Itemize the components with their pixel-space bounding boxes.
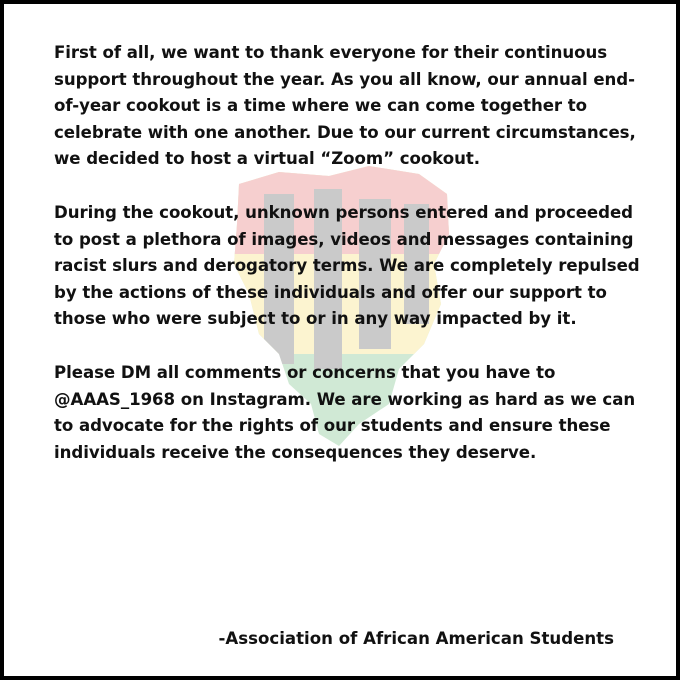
statement-paragraph: Please DM all comments or concerns that you have to @AAAS_1968 on Instagram. We are working as hard as we can to advocate for the rights of our students and ensure these individuals receive the consequences they deserve. xyxy=(54,362,636,462)
statement-paragraph: First of all, we want to thank everyone for their continuous support throughout the year. As you all know, our annual end-of-year cookout is a time where we can come together to celebrate with one another. Due to our current circumstances, we decided to host a virtual “Zoom” cookout. xyxy=(54,43,636,169)
statement-signature: -Association of African American Students xyxy=(218,629,614,648)
statement-body xyxy=(54,40,644,493)
statement-paragraph: During the cookout, unknown persons entered and proceeded to post a plethora of images, videos and messages containing racist slurs and derogatory terms. We are completely repulsed by the actions of these individuals and offer our support to those who were subject to or in any way impacted by it. xyxy=(54,202,640,329)
